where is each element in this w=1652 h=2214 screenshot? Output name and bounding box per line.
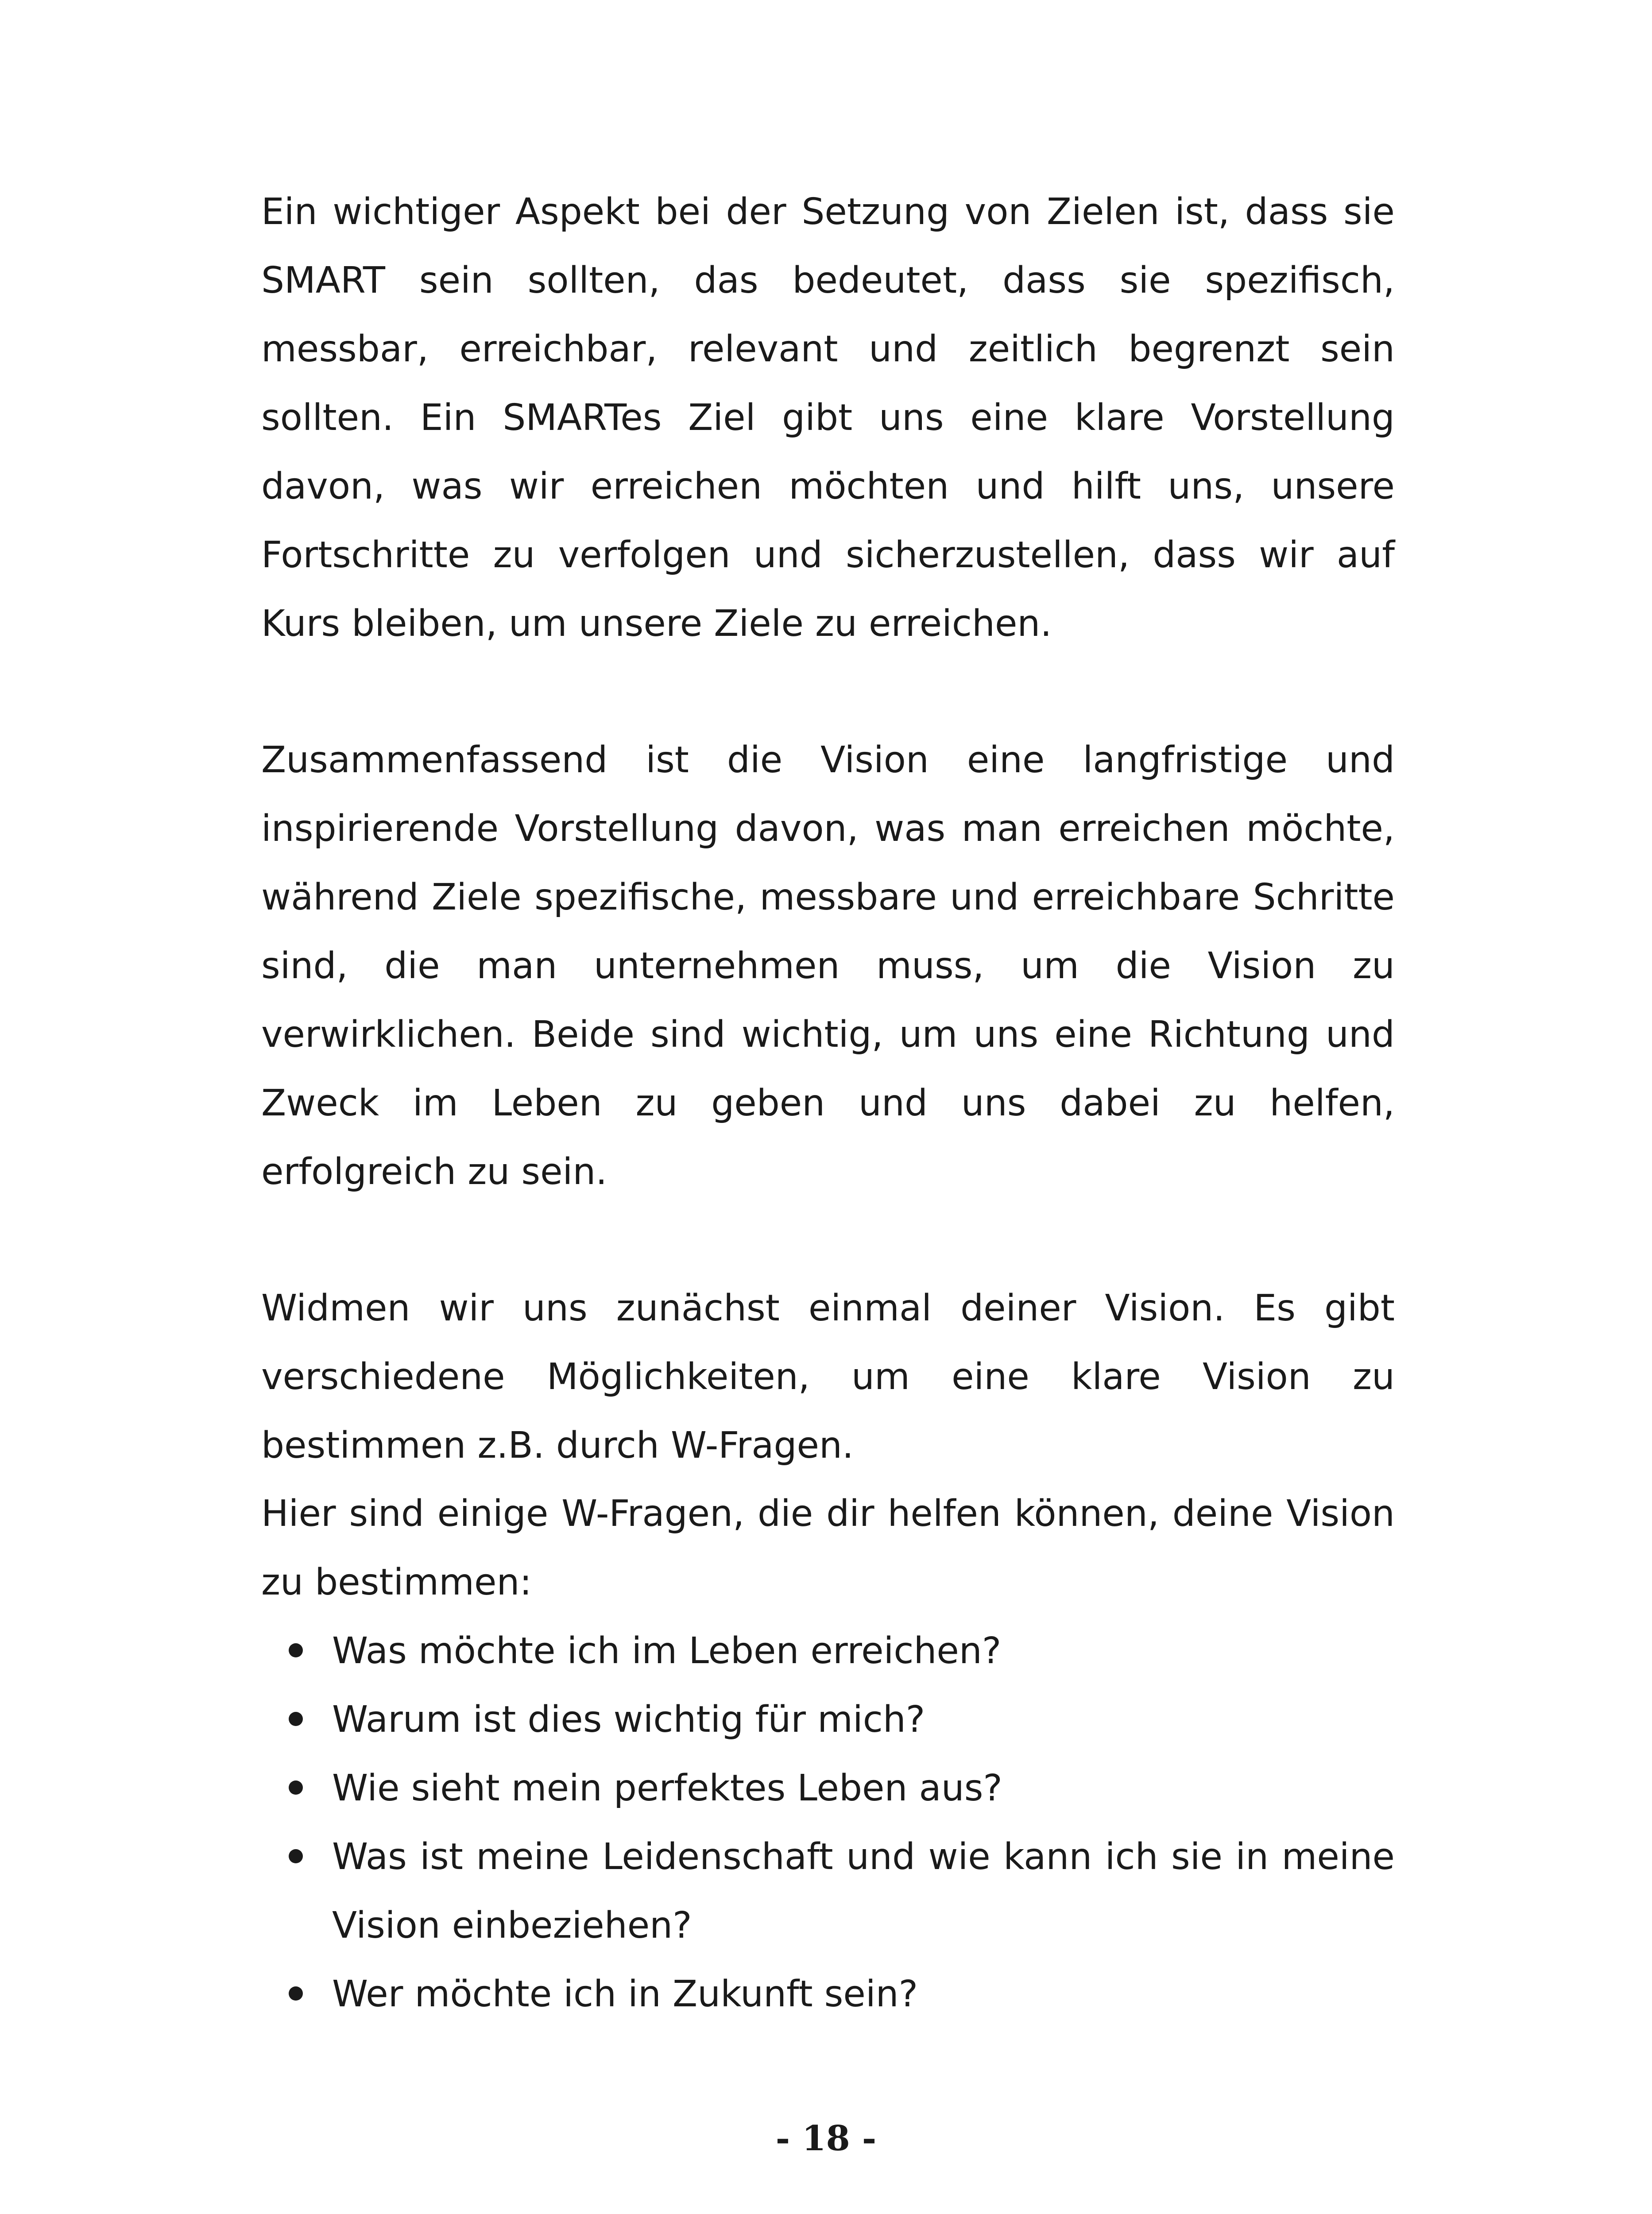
page-number: - 18 -: [775, 2118, 877, 2159]
list-item-text: Wer möchte ich in Zukunft sein?: [332, 1973, 918, 2015]
list-item: [261, 1823, 1395, 1960]
list-item: [261, 1685, 1395, 1754]
list-item: [261, 1960, 1395, 2028]
list-item-text: Warum ist dies wichtig für mich?: [332, 1699, 925, 1741]
paragraph-summary: Zusammenfassend ist die Vision eine langfristige und inspirierende Vorstellung davon, was man erreichen möchte, während Ziele spezifische, messbare und erreichbare Schritte sind, die man unternehmen muss, um die Vision zu verwirklichen. Beide sind wichtig, um uns eine Richtung und Zweck im Leben zu geben und uns dabei zu helfen, erfolgreich zu sein.: [261, 739, 1395, 1193]
list-item-text: Was möchte ich im Leben erreichen?: [332, 1630, 1002, 1672]
list-item: [261, 1617, 1395, 1685]
bullet-icon: [289, 1643, 303, 1657]
paragraph-w-questions-intro: Hier sind einige W-Fragen, die dir helfen können, deine Vision zu bestimmen:: [261, 1493, 1395, 1603]
bullet-icon: [289, 1780, 303, 1795]
paragraph-vision-intro: Widmen wir uns zunächst einmal deiner Vision. Es gibt verschiedene Möglichkeiten, um eine klare Vision zu bestimmen z.B. durch W-Fragen.: [261, 1287, 1395, 1467]
bullet-icon: [289, 1849, 303, 1863]
paragraph-smart-goals: Ein wichtiger Aspekt bei der Setzung von Zielen ist, dass sie SMART sein sollten, das bedeutet, dass sie spezifisch, messbar, erreichbar, relevant und zeitlich begrenzt sein sollten. Ein SMARTes Ziel gibt uns eine klare Vorstellung davon, was wir erreichen möchten und hilft uns, unsere Fortschritte zu verfolgen und sicherzustellen, dass wir auf Kurs bleiben, um unsere Ziele zu erreichen.: [261, 191, 1395, 645]
list-item: [261, 1754, 1395, 1823]
bullet-icon: [289, 1986, 303, 2001]
w-questions-list: [261, 1617, 1395, 2028]
list-item-text: Was ist meine Leidenschaft und wie kann ich sie in meine Vision einbeziehen?: [332, 1836, 1395, 1947]
bullet-icon: [289, 1712, 303, 1726]
list-item-text: Wie sieht mein perfektes Leben aus?: [332, 1767, 1002, 1809]
